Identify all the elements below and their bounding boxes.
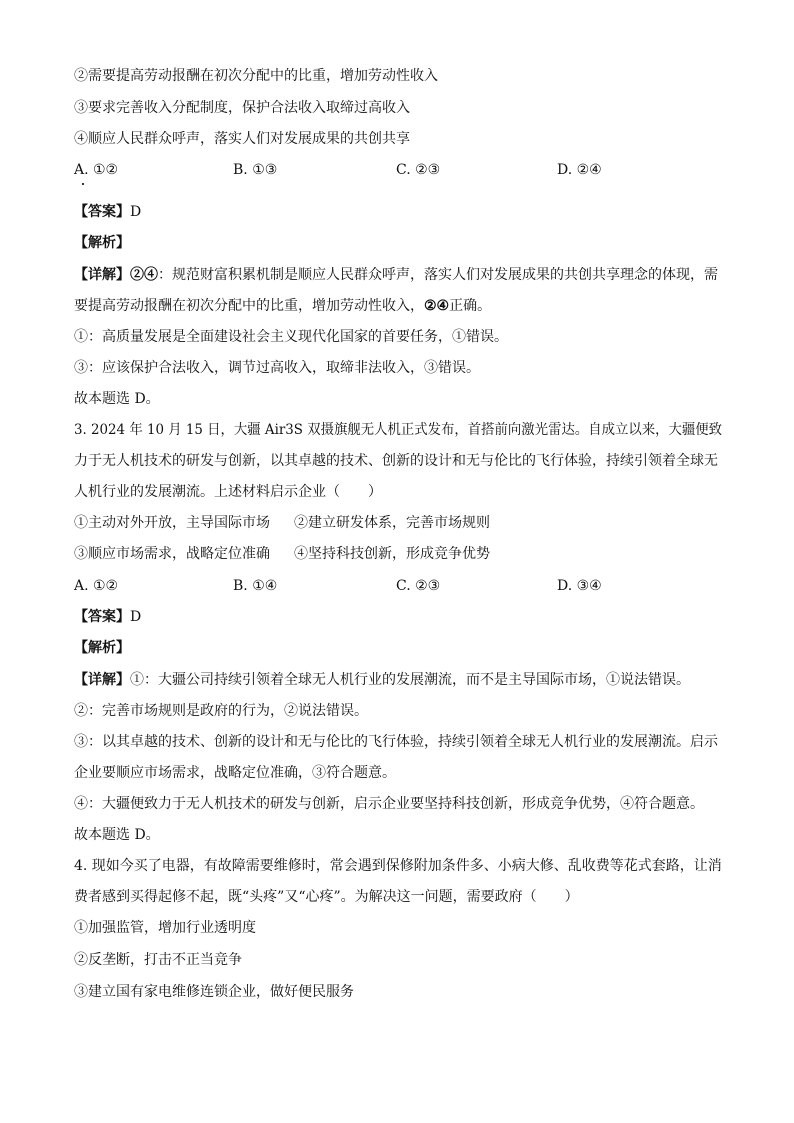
q3-answer [74,607,141,627]
q3-option-d: D. ③④ [557,578,602,594]
q2-option-b: B. ①③ [233,162,278,178]
stray-dot [82,183,84,185]
detail-tag: 【详解】 [74,267,130,283]
detail-nums: ②④ [424,298,450,314]
detail-nums: ②④ [130,267,158,283]
q3-option-a: A. ①② [74,578,119,594]
q3-item-3: ③顺应市场需求，战略定位准确 [74,546,270,562]
q3-detail-line-1 [74,670,690,690]
q2-item-2: ②需要提高劳动报酬在初次分配中的比重，增加劳动性收入 [74,68,438,84]
q2-detail-line-4: ③：应该保护合法收入，调节过高收入，取缔非法收入，③错误。 [74,360,480,376]
q2-option-d: D. ②④ [557,162,602,178]
q2-detail-line-2 [74,296,491,316]
q2-analysis-tag: 【解析】 [74,235,130,251]
q2-detail-line-1 [74,265,718,285]
q3-item-1: ①主动对外开放，主导国际市场 [74,515,270,531]
q3-stem-line-2: 力于无人机技术的研发与创新，以其卓越的技术、创新的设计和无与伦比的飞行体验，持续引领着全球无 [74,453,718,469]
q2-item-4: ④顺应人民群众呼声，落实人们对发展成果的共创共享 [74,131,410,147]
answer-tag: 【答案】 [74,609,130,625]
answer-value: D [130,609,142,625]
q3-stem-line-3: 人机行业的发展潮流。上述材料启示企业（ ） [74,484,382,500]
q4-stem-line-2: 费者感到买得起修不起，既“头疼”又“心疼”。为解决这一问题，需要政府（ ） [74,889,579,905]
q3-stem-line-1: 3. 2024 年 10 月 15 日，大疆 Air3S 双摄旗舰无人机正式发布，首搭前向激光雷达。自成立以来，大疆便致 [74,422,723,438]
q3-detail-line-2: ②：完善市场规则是政府的行为，②说法错误。 [74,703,368,719]
detail-text: ：规范财富积累机制是顺应人民群众呼声，落实人们对发展成果的共创共享理念的体现，需 [158,267,718,283]
q2-option-c: C. ②③ [396,162,441,178]
q4-stem-line-1: 4. 现如今买了电器，有故障需要维修时，常会遇到保修附加条件多、小病大修、乱收费等花式套路，让消 [74,858,722,874]
detail-text: 要提高劳动报酬在初次分配中的比重，增加劳动性收入， [74,298,424,314]
q2-option-a: A. ①② [74,162,119,178]
q3-detail-line-3: ③：以其卓越的技术、创新的设计和无与伦比的飞行体验，持续引领着全球无人机行业的发展潮流。启示 [74,734,718,750]
q3-item-4: ④坚持科技创新，形成竞争优势 [294,546,490,562]
answer-tag: 【答案】 [74,204,130,220]
q4-item-1: ①加强监管，增加行业透明度 [74,920,256,936]
detail-text: 正确。 [449,298,492,314]
answer-value: D [130,204,142,220]
q3-detail-line-5: ④：大疆便致力于无人机技术的研发与创新，启示企业要坚持科技创新，形成竞争优势，④符合题意。 [74,796,704,812]
detail-text: ①：大疆公司持续引领着全球无人机行业的发展潮流，而不是主导国际市场，①说法错误。 [130,672,690,688]
q3-option-b: B. ①④ [233,578,278,594]
q3-conclusion: 故本题选 D。 [74,827,160,843]
q4-item-3: ③建立国有家电维修连锁企业，做好便民服务 [74,984,354,1000]
q2-answer [74,202,141,222]
q2-item-3: ③要求完善收入分配制度，保护合法收入取缔过高收入 [74,100,410,116]
q3-option-c: C. ②③ [396,578,441,594]
q3-item-2: ②建立研发体系，完善市场规则 [294,515,490,531]
q2-conclusion: 故本题选 D。 [74,391,160,407]
q3-detail-line-4: 企业要顺应市场需求，战略定位准确，③符合题意。 [74,765,396,781]
q3-analysis-tag: 【解析】 [74,640,130,656]
q4-item-2: ②反垄断，打击不正当竞争 [74,952,242,968]
q2-detail-line-3: ①：高质量发展是全面建设社会主义现代化国家的首要任务，①错误。 [74,329,508,345]
detail-tag: 【详解】 [74,672,130,688]
